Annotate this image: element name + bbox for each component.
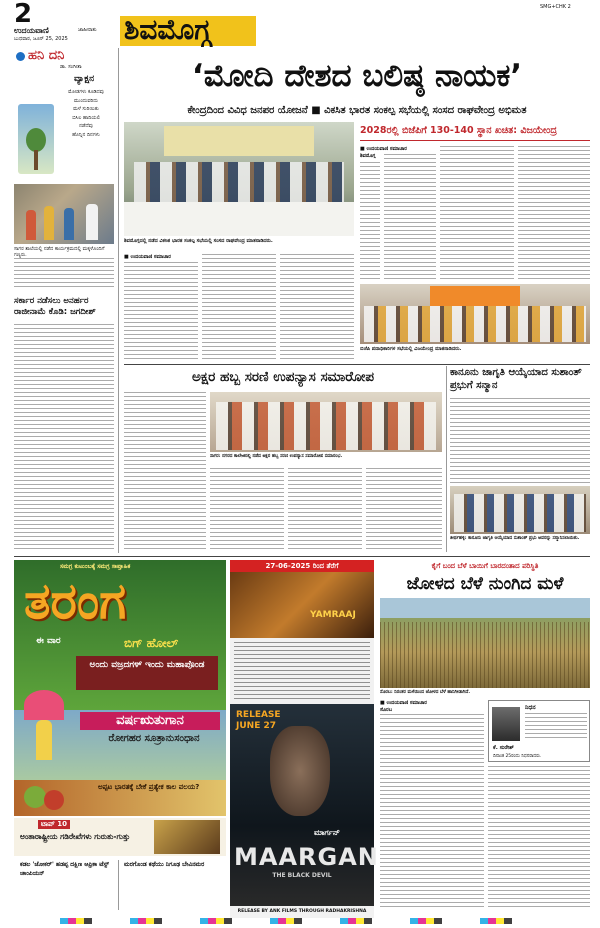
red-strap: 2028ರಲ್ಲಿ ಬಿಜೆಪಿಗೆ 130-140 ಸ್ಥಾನ ಖಚಿತ: ವಿಜಯೇಂದ್ರ: [360, 125, 557, 136]
stage-backdrop: [164, 126, 314, 156]
face-silhouette: [270, 726, 330, 816]
taranga-title: ತರಂಗ: [24, 572, 127, 630]
right-body-col-0: [360, 162, 380, 282]
poem-title: ವ್ಯಾಕ್ಷನ: [74, 74, 95, 84]
obituary-title: ನಿಧನ: [525, 704, 536, 711]
akshara-body-col-1: [124, 392, 206, 430]
jola-body-col-1: [380, 714, 484, 910]
jola-place: ಸೊರಬ: [380, 707, 393, 713]
masthead: [0, 0, 600, 44]
page-number: 2: [14, 0, 33, 29]
honey-logo-dot: [16, 52, 25, 61]
issue-date: ಬುಧವಾರ, ಜೂನ್ 25, 2025: [14, 36, 68, 42]
banner: [430, 286, 520, 306]
obituary-photo: [492, 707, 520, 741]
people-row: [364, 306, 586, 342]
obituary-caption: ದಿನಾಂಕ 25ರಂದು ನಿಧನರಾದರು.: [493, 754, 542, 759]
obituary-box: [488, 700, 590, 762]
lead-photo-caption: ಶಿವಮೊಗ್ಗದಲ್ಲಿ ನಡೆದ ವಿಕಸಿತ ಭಾರತ ಸಂಕಲ್ಪ ಸಭೆಯಲ್ಲಿ ಸಂಸದ ರಾಘವೇಂದ್ರ ಮಾತನಾಡಿದರು.: [124, 238, 273, 244]
yamraaj-title: YAMRAAJ: [310, 610, 356, 620]
kanoonu-body: [450, 398, 590, 484]
bjp-meeting-photo: [360, 284, 590, 344]
ad-divider: [14, 556, 590, 557]
honey-box: [14, 48, 114, 178]
monsoon-title: ವರ್ಷಋತುಗಾನ: [116, 713, 184, 728]
dignitary-row: [134, 162, 344, 202]
bottom-right-tease: ಮರಗೊಂಡ ಕಥೆಯು ನಿಗೂಢ ಬೇವಿನಮರ: [124, 861, 205, 868]
poem-line: ಮೋಡಗಳು ಕೂಡಿದವು: [68, 89, 104, 95]
kanoonu-headline: ಕಾನೂನು ಜಾಗೃತಿ ಆಯ್ಕೆಯಾದ ಸುಶಾಂತ್ ಪ್ರಭುಗೆ ಸನ್ಮಾನ: [450, 367, 582, 391]
release-date: RELEASE JUNE 27: [236, 710, 281, 731]
fruit: [44, 790, 64, 810]
tease-line: ಅಂದು ವಜ್ರದಗಳ್ ಇಂದು ಮಹಾಪೊಂಡ: [89, 660, 205, 670]
honey-logo: ಹನಿ ದನಿ: [28, 48, 65, 63]
honey-illustration: [18, 104, 54, 174]
school-photo: [14, 184, 114, 244]
poem-line: ಮಳೆ ಸುರಿಯಿತು: [73, 106, 99, 112]
girl-umbrella: [24, 690, 64, 720]
lead-photo: [124, 122, 354, 236]
akshara-body-col-3: [210, 468, 284, 552]
movie-subtitle: THE BLACK DEVIL: [272, 872, 332, 879]
child-figure: [86, 204, 98, 240]
school-photo-caption: ಸಾಗರ ಶಾಲೆಯಲ್ಲಿ ನಡೆದ ಕಾರ್ಯಕ್ರಮದಲ್ಲಿ ಮಕ್ಕಳೊಂದಿಗೆ ಗಣ್ಯರು.: [14, 246, 105, 258]
child-figure: [44, 206, 54, 240]
girl-figure: [36, 720, 52, 760]
crop-stalks: [380, 622, 590, 688]
lead-body-col-1: [124, 262, 198, 362]
fruit-title: ಅಪ್ಪಟ ಭಾರತಕ್ಕೆ ಬೇಕೆ ಪ್ರತ್ಯೇಕ ಕಾಲ ವಲಯ?: [98, 783, 200, 791]
akshara-body-col-4: [288, 468, 362, 552]
yamraaj-poster: [230, 572, 374, 638]
taranga-day: ಈ ವಾರ: [36, 636, 61, 646]
kanoonu-caption: ತೀರ್ಥಹಳ್ಳಿ: ಕಾನೂನು ಜಾಗೃತಿ ಆಯ್ಕೆಯಾದ ಸುಶಾಂತ್ ಪ್ರಭು ಅವರನ್ನು ಸನ್ಮಾನಿಸಲಾಯಿತು.: [450, 536, 580, 541]
right-place: ಶಿವಮೊಗ್ಗ: [360, 153, 376, 159]
movie-footer: RELEASE BY ANK FILMS THROUGH RADHAKRISHNA: [237, 909, 367, 914]
people-row: [454, 494, 586, 532]
jola-headline: ಜೋಳದ ಬೆಳೆ ನುಂಗಿದ ಮಳೆ: [406, 574, 564, 594]
people-row: [216, 402, 436, 450]
paper-name: ಉದಯವಾಣಿ: [14, 26, 49, 35]
theatre-listing-text: [234, 642, 370, 700]
jola-strap: ಕೈಗೆ ಬಂದ ಬೆಳೆ ಬಾಯಿಗೆ ಬಾರದಂತಾದ ಪರಿಸ್ಥಿತಿ: [431, 562, 539, 570]
dais-table: [124, 202, 354, 236]
monsoon-sub: ರೋಗಹರ ಸೂತ್ರಾನುಸಂಧಾನ: [108, 733, 200, 744]
big-hole: ಬಿಗ್ ಹೋಲ್: [124, 636, 179, 650]
right-body-col-3: [518, 146, 590, 282]
story-body: [14, 324, 114, 552]
jola-photo: [380, 598, 590, 688]
edition-tag: ಜಾಹೀರಾತು: [78, 27, 97, 33]
bjp-photo-caption: ಬಿಜೆಪಿ ಪದಾಧಿಕಾರಿಗಳ ಸಭೆಯಲ್ಲಿ ವಿಜಯೇಂದ್ರ ಮಾತನಾಡಿದರು.: [360, 346, 462, 352]
akshara-caption: ಸಾಗರ: ನಗರದ ಕಾಲೇಜಿನಲ್ಲಿ ನಡೆದ ಅಕ್ಷರ ಹಬ್ಬ ಸರಣಿ ಉಪನ್ಯಾಸ ಸಮಾರೋಪ ಸಮಾರಂಭ.: [210, 454, 343, 459]
column-rule: [118, 48, 119, 553]
top10-title: ಅಂತಾರಾಷ್ಟ್ರೀಯ ಗಡಿರೇಖೆಗಳು ಗುರುತು-ಗುತ್ತು: [20, 832, 130, 841]
obituary-name: ಕೆ. ಸುರೇಶ್: [493, 745, 514, 751]
child-figure: [26, 210, 36, 240]
akshara-body-col-5: [366, 468, 442, 552]
jola-body-col-2: [488, 766, 590, 910]
movie-top-banner: 27-06-2025 ರಿಂದ ತೆರೆಗೆ: [265, 562, 339, 570]
child-figure: [64, 208, 74, 240]
akshara-photo: [210, 392, 442, 452]
caption-text: [14, 258, 114, 288]
lead-body-col-2: [202, 254, 276, 362]
poem-line: ಹೊನ್ನಿನ ದಿನಗಳು: [72, 131, 100, 138]
right-byline: ■ ಉದಯವಾಣಿ ಸಮಾಚಾರ: [360, 146, 407, 152]
kanoonu-rule: [446, 366, 447, 552]
jola-caption: ಸೊರಬ: ನಿರಂತರ ಮಳೆಯಿಂದ ಜೋಳದ ಬೆಳೆ ಹಾನಿಗೀಡಾಗಿದೆ.: [380, 690, 471, 695]
top10-label: ಟಾಪ್ 10: [38, 820, 70, 829]
city-name: ಶಿವಮೊಗ್ಗ: [124, 13, 212, 46]
akshara-body-col-2: [124, 432, 206, 552]
kanoonu-photo: [450, 486, 590, 534]
right-body-col-2: [440, 146, 514, 282]
fruit: [24, 786, 46, 808]
poem-line: ಬಿಸಿಲ ಹಾದಿಯಲಿ: [72, 114, 100, 121]
registration-strip: [60, 918, 540, 924]
movie-title: MAARGAN: [234, 843, 379, 871]
taranga-tagline: ಸಮಗ್ರ ಕುಟುಂಬಕ್ಕೆ ಸಮಗ್ರ ಸಾಪ್ತಾಹಿಕ: [60, 563, 131, 570]
right-body-col-1: [384, 154, 436, 282]
movie-title-small: ಮಾರ್ಗನ್: [314, 828, 340, 837]
obituary-text: [525, 713, 587, 741]
section-divider: [124, 364, 590, 365]
akshara-headline: ಅಕ್ಷರ ಹಬ್ಬ ಸರಣಿ ಉಪನ್ಯಾಸ ಸಮಾರೋಪ: [191, 369, 375, 385]
trunk-shape: [34, 150, 38, 170]
red-strap-rule: [360, 140, 590, 141]
taranga-ad: [14, 560, 226, 918]
tree-shape: [26, 128, 46, 152]
lead-subhead: ಕೇಂದ್ರದಿಂದ ವಿವಿಧ ಜನಪರ ಯೋಜನೆ ■ ವಿಕಸಿತ ಭಾರತ ಸಂಕಲ್ಪ ಸಭೆಯಲ್ಲಿ ಸಂಸದ ರಾಘವೇಂದ್ರ ಅಭಿಮತ: [187, 105, 527, 116]
poem-line: ನಡೆದೆವು: [79, 123, 93, 129]
top10-photo: [154, 820, 220, 854]
jola-byline: ■ ಉದಯವಾಣಿ ಸಮಾಚಾರ: [380, 700, 427, 706]
edition-code: SMG+CHK 2: [540, 4, 571, 10]
poem-lines: [58, 88, 114, 139]
story-headline: ಸರ್ಕಾರ ನಡೆಸಲು ಅನರ್ಹರ ರಾಜೀನಾಮೆ ಕೊಡಿ: ಜಗದೀಶ್: [14, 296, 96, 317]
lead-headline: ‘ಮೋದಿ ದೇಶದ ಬಲಿಷ್ಠ ನಾಯಕ’: [191, 58, 523, 94]
honey-author: ಡಾ. ಸಂಗೀತಾ: [60, 64, 82, 70]
bottom-left-tease: ಕಡಲ 'ಜೋಕರ್' ಹಡಪ್ಪ ದಕ್ಷಿಣ ಆಫ್ರಿಕಾ ಟೆಸ್ಟ್ ಚಾಂಪಿಯನ್: [20, 861, 109, 877]
tease-split: [118, 860, 119, 910]
lead-byline: ■ ಉದಯವಾಣಿ ಸಮಾಚಾರ: [124, 254, 171, 260]
lead-body-col-3: [280, 254, 354, 362]
poem-line: ಮುಂದುವರಿದು: [73, 97, 99, 104]
movie-ad: [230, 560, 379, 918]
